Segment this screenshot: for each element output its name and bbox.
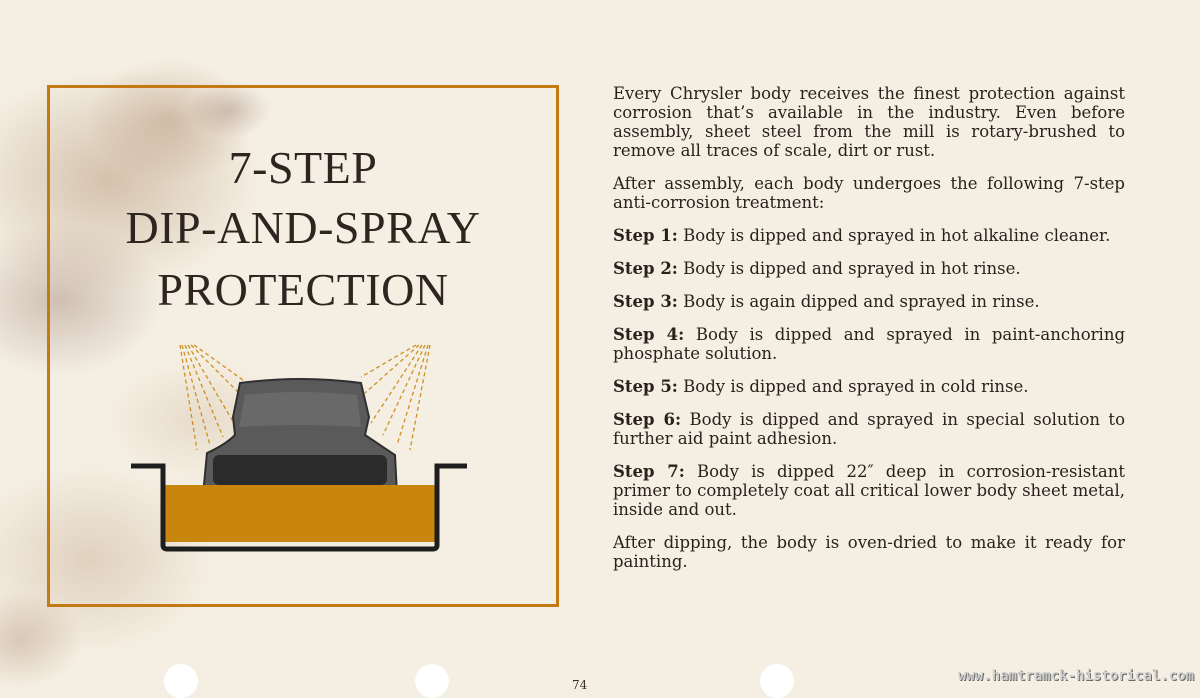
headline-line-1: 7-STEP (228, 142, 378, 193)
step-text: Body is dipped 22″ deep in corrosion-resistant primer to completely coat all critical lower body sheet metal, inside and out. (613, 462, 1125, 519)
step-5 (613, 377, 1125, 396)
spray-right-icon (361, 345, 430, 450)
step-7 (613, 462, 1125, 519)
step-2 (613, 259, 1125, 278)
car-body-dip-tank-icon (125, 335, 475, 560)
step-1 (613, 226, 1125, 245)
page-number: 74 (572, 678, 588, 692)
step-text: Body is dipped and sprayed in cold rinse. (683, 377, 1029, 396)
step-4 (613, 325, 1125, 363)
step-text: Body is again dipped and sprayed in rinse. (683, 292, 1040, 311)
step-text: Body is dipped and sprayed in special solution to further aid paint adhesion. (613, 410, 1126, 448)
closing-paragraph: After dipping, the body is oven-dried to make it ready for painting. (613, 533, 1125, 571)
step-label: Step 7: (613, 462, 685, 481)
step-label: Step 1: (613, 226, 678, 245)
headline-line-2: DIP-AND-SPRAY (125, 202, 481, 253)
binder-hole (164, 664, 198, 698)
primer-fill (165, 485, 435, 542)
binder-hole (760, 664, 794, 698)
after-assembly-paragraph: After assembly, each body undergoes the following 7-step anti-corrosion treatment: (613, 174, 1125, 212)
step-label: Step 2: (613, 259, 678, 278)
step-label: Step 5: (613, 377, 678, 396)
headline-line-3: PROTECTION (157, 264, 449, 315)
step-6 (613, 410, 1125, 448)
step-text: Body is dipped and sprayed in hot alkaline cleaner. (683, 226, 1111, 245)
step-label: Step 4: (613, 325, 685, 344)
step-text: Body is dipped and sprayed in paint-anchoring phosphate solution. (613, 325, 1126, 363)
step-label: Step 3: (613, 292, 678, 311)
step-label: Step 6: (613, 410, 682, 429)
binder-hole (415, 664, 449, 698)
step-text: Body is dipped and sprayed in hot rinse. (683, 259, 1021, 278)
intro-paragraph: Every Chrysler body receives the finest protection against corrosion that’s available in the industry. Even before assembly, sheet steel from the mill is rotary-brushed to remove all traces of scale, dirt or rust. (613, 84, 1125, 160)
watermark: www.hamtramck-historical.com (957, 668, 1194, 684)
spray-left-icon (180, 345, 243, 450)
step-3 (613, 292, 1125, 311)
body-copy (613, 84, 1125, 585)
